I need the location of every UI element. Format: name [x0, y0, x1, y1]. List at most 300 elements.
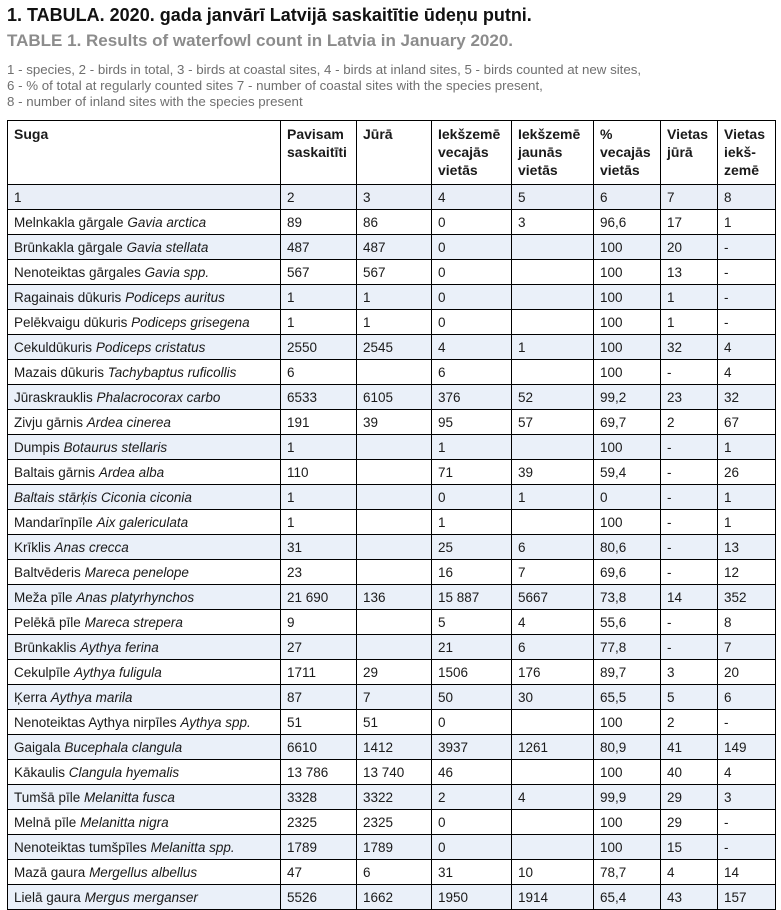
species-row [8, 635, 776, 660]
value-cell: 157 [718, 885, 776, 910]
value-cell: 0 [432, 285, 512, 310]
legend-line: 8 - number of inland sites with the species present [7, 94, 303, 109]
value-cell: 30 [512, 685, 594, 710]
species-row [8, 510, 776, 535]
value-cell: 2325 [281, 810, 357, 835]
value-cell: 100 [594, 335, 661, 360]
value-cell [512, 285, 594, 310]
species-latin-name: Aythya marila [50, 689, 133, 705]
value-cell: 1 [718, 485, 776, 510]
value-cell: 1 [718, 435, 776, 460]
value-cell [357, 360, 432, 385]
value-cell: 20 [661, 235, 718, 260]
value-cell: 80,6 [594, 535, 661, 560]
column-number: 4 [432, 185, 512, 210]
value-cell: 1662 [357, 885, 432, 910]
value-cell: 0 [432, 235, 512, 260]
species-common-name: Nenoteiktas Aythya nirpīles [14, 714, 177, 730]
value-cell: 6 [718, 685, 776, 710]
species-common-name: Ķerra [14, 689, 48, 705]
value-cell: 13 740 [357, 760, 432, 785]
value-cell: 1711 [281, 660, 357, 685]
value-cell: 40 [661, 760, 718, 785]
species-latin-name: Melanitta fusca [84, 789, 175, 805]
species-latin-name: Ardea cinerea [86, 414, 171, 430]
species-latin-name: Mareca penelope [84, 564, 189, 580]
species-row [8, 760, 776, 785]
species-common-name: Brūnkaklis [14, 639, 77, 655]
value-cell: 5 [432, 610, 512, 635]
value-cell: - [661, 360, 718, 385]
table-title-english: TABLE 1. Results of waterfowl count in Latvia in January 2020. [7, 31, 514, 50]
species-cell [8, 285, 281, 310]
value-cell: 376 [432, 385, 512, 410]
value-cell: 1 [281, 310, 357, 335]
species-common-name: Brūnkakla gārgale [14, 239, 123, 255]
species-row [8, 660, 776, 685]
value-cell: 3 [661, 660, 718, 685]
species-cell [8, 460, 281, 485]
species-cell [8, 835, 281, 860]
species-cell [8, 635, 281, 660]
species-common-name: Mazā gaura [14, 864, 86, 880]
value-cell: 8 [718, 610, 776, 635]
value-cell: 65,5 [594, 685, 661, 710]
value-cell: 3 [512, 210, 594, 235]
value-cell [512, 260, 594, 285]
value-cell: 51 [281, 710, 357, 735]
value-cell: 80,9 [594, 735, 661, 760]
column-number: 6 [594, 185, 661, 210]
species-latin-name: Gavia stellata [126, 239, 209, 255]
value-cell: 6105 [357, 385, 432, 410]
value-cell: 57 [512, 410, 594, 435]
species-common-name: Baltvēderis [14, 564, 81, 580]
column-number: 7 [661, 185, 718, 210]
value-cell: 12 [718, 560, 776, 585]
value-cell: 6 [357, 860, 432, 885]
value-cell: 0 [594, 485, 661, 510]
value-cell: 1 [281, 485, 357, 510]
species-latin-name: Mareca strepera [84, 614, 183, 630]
species-common-name: Cekuldūkuris [14, 339, 93, 355]
species-latin-name: Botaurus stellaris [63, 439, 168, 455]
value-cell: - [718, 285, 776, 310]
value-cell [357, 635, 432, 660]
species-latin-name: Ardea alba [98, 464, 165, 480]
value-cell: 4 [512, 785, 594, 810]
species-row [8, 335, 776, 360]
value-cell: - [718, 835, 776, 860]
value-cell [357, 610, 432, 635]
value-cell: 52 [512, 385, 594, 410]
value-cell [357, 510, 432, 535]
species-cell [8, 260, 281, 285]
value-cell: 29 [661, 810, 718, 835]
value-cell: 14 [661, 585, 718, 610]
species-row [8, 460, 776, 485]
species-cell [8, 335, 281, 360]
value-cell: 2 [432, 785, 512, 810]
species-latin-name: Melanitta spp. [150, 839, 235, 855]
value-cell: 1 [718, 510, 776, 535]
value-cell: 1950 [432, 885, 512, 910]
value-cell: 14 [718, 860, 776, 885]
value-cell: 100 [594, 285, 661, 310]
value-cell: 1 [718, 210, 776, 235]
value-cell: 78,7 [594, 860, 661, 885]
species-latin-name: Aythya ferina [80, 639, 159, 655]
species-common-name: Ragainais dūkuris [14, 289, 122, 305]
value-cell: 100 [594, 360, 661, 385]
value-cell: 5 [661, 685, 718, 710]
value-cell: 0 [432, 810, 512, 835]
column-number-row [8, 185, 776, 210]
species-latin-name: Gavia spp. [144, 264, 210, 280]
value-cell: 2 [661, 410, 718, 435]
value-cell: 1 [512, 485, 594, 510]
value-cell: 29 [661, 785, 718, 810]
value-cell: 87 [281, 685, 357, 710]
value-cell: 10 [512, 860, 594, 885]
species-row [8, 735, 776, 760]
value-cell: - [718, 260, 776, 285]
value-cell: 100 [594, 235, 661, 260]
value-cell: 32 [718, 385, 776, 410]
value-cell: 1 [432, 510, 512, 535]
column-header: Iekšzemē vecajās vietās [432, 121, 512, 185]
value-cell: 13 786 [281, 760, 357, 785]
species-cell [8, 860, 281, 885]
value-cell: 149 [718, 735, 776, 760]
value-cell: 32 [661, 335, 718, 360]
species-row [8, 885, 776, 910]
value-cell: 6 [512, 535, 594, 560]
column-number: 1 [8, 185, 281, 210]
value-cell: - [661, 635, 718, 660]
value-cell: 0 [432, 835, 512, 860]
value-cell: 39 [357, 410, 432, 435]
species-latin-name: Tachybaptus ruficollis [107, 364, 237, 380]
species-common-name: Melnkakla gārgale [14, 214, 124, 230]
value-cell: 567 [281, 260, 357, 285]
value-cell: 100 [594, 835, 661, 860]
species-common-name: Pelēkvaigu dūkuris [14, 314, 128, 330]
value-cell: 487 [357, 235, 432, 260]
species-common-name: Lielā gaura [14, 889, 81, 905]
value-cell: 6 [432, 360, 512, 385]
column-number: 5 [512, 185, 594, 210]
species-cell [8, 210, 281, 235]
value-cell: 43 [661, 885, 718, 910]
value-cell: 0 [432, 485, 512, 510]
value-cell: - [661, 435, 718, 460]
species-cell [8, 485, 281, 510]
value-cell: 5526 [281, 885, 357, 910]
species-common-name: Zivju gārnis [14, 414, 84, 430]
value-cell: 2545 [357, 335, 432, 360]
value-cell: 25 [432, 535, 512, 560]
value-cell: 31 [432, 860, 512, 885]
value-cell: 51 [357, 710, 432, 735]
value-cell: - [661, 535, 718, 560]
species-common-name: Mandarīnpīle [14, 514, 93, 530]
value-cell: 136 [357, 585, 432, 610]
value-cell: 0 [432, 260, 512, 285]
value-cell: 23 [281, 560, 357, 585]
species-latin-name: Anas platyrhynchos [76, 589, 195, 605]
species-latin-name: Ciconia ciconia [101, 489, 192, 505]
value-cell: 1506 [432, 660, 512, 685]
value-cell: - [661, 510, 718, 535]
value-cell: 4 [718, 335, 776, 360]
species-cell [8, 310, 281, 335]
species-cell [8, 810, 281, 835]
species-cell [8, 410, 281, 435]
column-header: % vecajās vietās [594, 121, 661, 185]
species-cell [8, 585, 281, 610]
value-cell: - [661, 460, 718, 485]
value-cell: - [718, 710, 776, 735]
species-row [8, 235, 776, 260]
species-cell [8, 560, 281, 585]
value-cell: 67 [718, 410, 776, 435]
species-common-name: Krīklis [14, 539, 51, 555]
value-cell [512, 760, 594, 785]
species-latin-name: Aix galericulata [96, 514, 189, 530]
species-latin-name: Anas crecca [54, 539, 129, 555]
species-row [8, 535, 776, 560]
legend-line: 1 - species, 2 - birds in total, 3 - birds at coastal sites, 4 - birds at inland sites, 5 - birds counted at new sites, [7, 62, 642, 77]
value-cell: 4 [661, 860, 718, 885]
value-cell [512, 235, 594, 260]
value-cell: 21 [432, 635, 512, 660]
value-cell: 352 [718, 585, 776, 610]
value-cell: 1412 [357, 735, 432, 760]
value-cell: 86 [357, 210, 432, 235]
species-latin-name: Aythya fuligula [74, 664, 162, 680]
value-cell: 0 [432, 710, 512, 735]
value-cell: 1 [281, 435, 357, 460]
value-cell: 1789 [357, 835, 432, 860]
species-latin-name: Gavia arctica [127, 214, 207, 230]
table-title-latvian: 1. TABULA. 2020. gada janvārī Latvijā saskaitītie ūdeņu putni. [7, 5, 532, 25]
value-cell: 17 [661, 210, 718, 235]
value-cell: 59,4 [594, 460, 661, 485]
species-common-name: Tumšā pīle [14, 789, 81, 805]
value-cell: 6533 [281, 385, 357, 410]
value-cell: 69,7 [594, 410, 661, 435]
value-cell: 6 [281, 360, 357, 385]
value-cell: 7 [512, 560, 594, 585]
value-cell: 100 [594, 510, 661, 535]
species-latin-name: Podiceps grisegena [131, 314, 250, 330]
value-cell: 1 [512, 335, 594, 360]
value-cell: 16 [432, 560, 512, 585]
value-cell: 1789 [281, 835, 357, 860]
value-cell: 1 [281, 510, 357, 535]
value-cell: 100 [594, 260, 661, 285]
value-cell: 3322 [357, 785, 432, 810]
value-cell: 3937 [432, 735, 512, 760]
value-cell: 27 [281, 635, 357, 660]
species-cell [8, 885, 281, 910]
value-cell: 4 [512, 610, 594, 635]
species-cell [8, 360, 281, 385]
species-row [8, 385, 776, 410]
value-cell: 89 [281, 210, 357, 235]
value-cell: 1 [357, 285, 432, 310]
species-cell [8, 735, 281, 760]
value-cell: 47 [281, 860, 357, 885]
species-common-name: Cekulpīle [14, 664, 71, 680]
species-latin-name: Podiceps cristatus [95, 339, 206, 355]
legend-line: 6 - % of total at regularly counted sites 7 - number of coastal sites with the species present, [7, 78, 543, 93]
species-cell [8, 610, 281, 635]
species-latin-name: Podiceps auritus [125, 289, 225, 305]
value-cell: 99,9 [594, 785, 661, 810]
value-cell [512, 710, 594, 735]
species-cell [8, 710, 281, 735]
value-cell: 65,4 [594, 885, 661, 910]
column-number: 3 [357, 185, 432, 210]
value-cell: 100 [594, 760, 661, 785]
species-common-name: Meža pīle [14, 589, 73, 605]
species-latin-name: Bucephala clangula [64, 739, 183, 755]
header-row [8, 121, 776, 185]
value-cell: - [718, 810, 776, 835]
species-cell [8, 760, 281, 785]
value-cell: 1261 [512, 735, 594, 760]
species-row [8, 260, 776, 285]
value-cell: 9 [281, 610, 357, 635]
value-cell: 7 [357, 685, 432, 710]
species-common-name: Nenoteiktas tumšpīles [14, 839, 147, 855]
value-cell: 110 [281, 460, 357, 485]
value-cell: 41 [661, 735, 718, 760]
value-cell [512, 310, 594, 335]
value-cell: 39 [512, 460, 594, 485]
value-cell: - [718, 235, 776, 260]
value-cell: 20 [718, 660, 776, 685]
value-cell: - [661, 485, 718, 510]
value-cell: 100 [594, 710, 661, 735]
value-cell [512, 510, 594, 535]
value-cell: 46 [432, 760, 512, 785]
value-cell [357, 460, 432, 485]
value-cell: - [661, 560, 718, 585]
waterfowl-count-table [7, 120, 776, 910]
species-row [8, 685, 776, 710]
value-cell: 100 [594, 310, 661, 335]
species-common-name: Baltais stārķis [14, 489, 98, 505]
value-cell: 176 [512, 660, 594, 685]
species-common-name: Gaigala [14, 739, 61, 755]
species-common-name: Dumpis [14, 439, 60, 455]
value-cell: 23 [661, 385, 718, 410]
value-cell: 13 [661, 260, 718, 285]
species-row [8, 785, 776, 810]
species-row [8, 485, 776, 510]
value-cell: 0 [432, 310, 512, 335]
species-row [8, 560, 776, 585]
species-row [8, 410, 776, 435]
value-cell: 4 [718, 360, 776, 385]
value-cell: 69,6 [594, 560, 661, 585]
value-cell: 4 [432, 335, 512, 360]
species-row [8, 860, 776, 885]
species-row [8, 710, 776, 735]
species-row [8, 610, 776, 635]
value-cell: 13 [718, 535, 776, 560]
species-common-name: Nenoteiktas gārgales [14, 264, 141, 280]
value-cell: 15 887 [432, 585, 512, 610]
value-cell: 3328 [281, 785, 357, 810]
value-cell: 1 [661, 310, 718, 335]
species-latin-name: Mergellus albellus [89, 864, 198, 880]
species-common-name: Mazais dūkuris [14, 364, 105, 380]
value-cell: 89,7 [594, 660, 661, 685]
species-cell [8, 385, 281, 410]
value-cell: 6610 [281, 735, 357, 760]
value-cell: 55,6 [594, 610, 661, 635]
value-cell: 3 [718, 785, 776, 810]
value-cell: 1 [661, 285, 718, 310]
column-number: 2 [281, 185, 357, 210]
value-cell [512, 835, 594, 860]
species-common-name: Pelēkā pīle [14, 614, 81, 630]
value-cell: 29 [357, 660, 432, 685]
species-latin-name: Phalacrocorax carbo [96, 389, 221, 405]
species-cell [8, 235, 281, 260]
species-common-name: Melnā pīle [14, 814, 77, 830]
value-cell: 77,8 [594, 635, 661, 660]
species-common-name: Kākaulis [14, 764, 66, 780]
species-row [8, 835, 776, 860]
species-row [8, 285, 776, 310]
value-cell: 2 [661, 710, 718, 735]
column-header: Vietas jūrā [661, 121, 718, 185]
value-cell: 487 [281, 235, 357, 260]
value-cell: 567 [357, 260, 432, 285]
species-row [8, 435, 776, 460]
value-cell: 96,6 [594, 210, 661, 235]
species-row [8, 810, 776, 835]
value-cell: 4 [718, 760, 776, 785]
value-cell: 95 [432, 410, 512, 435]
species-cell [8, 660, 281, 685]
column-number: 8 [718, 185, 776, 210]
species-cell [8, 685, 281, 710]
value-cell: 99,2 [594, 385, 661, 410]
column-header: Suga [8, 121, 281, 185]
value-cell [357, 560, 432, 585]
value-cell: 73,8 [594, 585, 661, 610]
species-cell [8, 435, 281, 460]
value-cell: 5667 [512, 585, 594, 610]
value-cell: 1914 [512, 885, 594, 910]
species-cell [8, 785, 281, 810]
value-cell: 1 [432, 435, 512, 460]
species-latin-name: Clangula hyemalis [68, 764, 180, 780]
value-cell: 2550 [281, 335, 357, 360]
value-cell: 71 [432, 460, 512, 485]
value-cell: 1 [357, 310, 432, 335]
value-cell: 6 [512, 635, 594, 660]
value-cell: 7 [718, 635, 776, 660]
value-cell [512, 435, 594, 460]
species-row [8, 210, 776, 235]
